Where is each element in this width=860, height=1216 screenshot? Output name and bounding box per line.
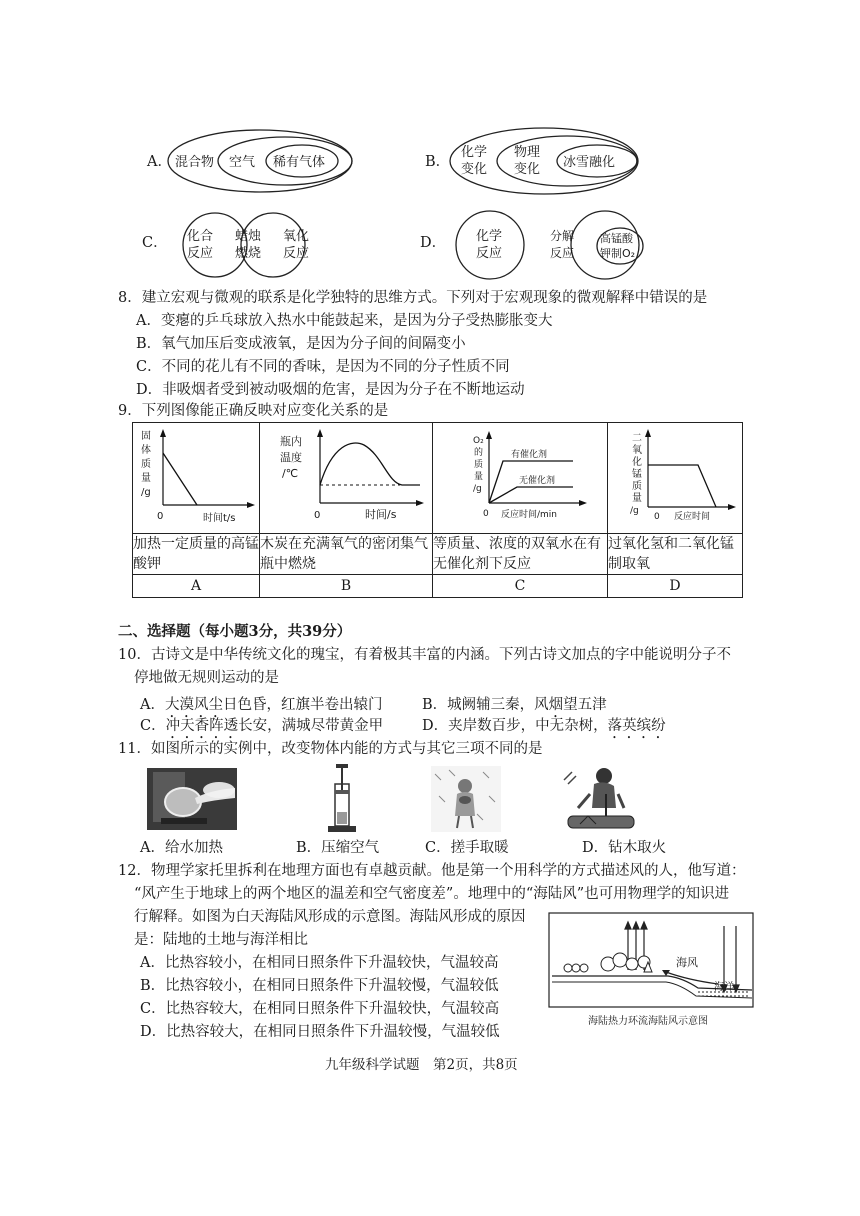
q10-option-d: D．夹岸数百步，中无杂树，落英缤纷	[422, 718, 666, 734]
q10-option-a: A．大漠风尘日色昏，红旗半卷出辕门	[140, 697, 383, 713]
svg-text:瓶内: 瓶内	[280, 435, 302, 448]
svg-text:0: 0	[654, 512, 660, 522]
svg-text:钾制O₂: 钾制O₂	[600, 247, 636, 260]
svg-text:氧: 氧	[632, 445, 642, 456]
svg-text:反应: 反应	[476, 246, 503, 261]
svg-text:反应时间: 反应时间	[674, 512, 711, 522]
svg-text:质: 质	[632, 481, 642, 492]
option-d-letter: D．	[420, 235, 447, 251]
svg-text:O₂: O₂	[473, 436, 484, 446]
graph-b-caption: 木炭在充满氧气的密闭集气瓶中燃烧	[260, 534, 433, 575]
svg-text:时间t/s: 时间t/s	[203, 513, 236, 524]
kettle-heating-image	[147, 768, 237, 830]
svg-text:冰雪融化: 冰雪融化	[563, 155, 616, 170]
graph-a-caption: 加热一定质量的高锰酸钾	[133, 534, 260, 575]
q11-option-a: A．给水加热	[140, 840, 223, 856]
option-a-letter: A．	[147, 154, 172, 170]
svg-text:反应: 反应	[187, 246, 214, 261]
compress-air-image	[322, 764, 362, 836]
q8-option-b: B．氧气加压后变成液氧，是因为分子间的间隔变小	[136, 336, 466, 352]
venn-d-diagram	[450, 210, 660, 282]
venn-a-outer: 混合物	[175, 155, 215, 170]
svg-text:化: 化	[632, 457, 642, 468]
q12-line4: 是：陆地的土地与海洋相比	[134, 932, 308, 948]
option-b-letter: B．	[425, 154, 451, 170]
q10-option-b: B．城阙辅三秦，风烟望五津	[422, 697, 607, 713]
svg-text:变化: 变化	[514, 162, 541, 177]
q12-option-c: C．比热容较大，在相同日照条件下升温较快，气温较高	[140, 1001, 500, 1017]
graph-d-caption: 过氧化氢和二氧化锰制取氧	[608, 534, 743, 575]
graph-d	[608, 423, 742, 529]
graph-a	[133, 423, 259, 529]
svg-text:二: 二	[632, 433, 642, 444]
svg-text:无催化剂: 无催化剂	[519, 476, 556, 486]
q11-stem: 11．如图所示的实例中，改变物体内能的方式与其它三项不同的是	[118, 741, 543, 757]
graph-c-caption: 等质量、浓度的双氧水在有无催化剂下反应	[433, 534, 608, 575]
svg-text:化学: 化学	[461, 145, 488, 160]
svg-text:质: 质	[474, 460, 484, 470]
svg-text:0: 0	[314, 510, 321, 521]
venn-a-diagram	[165, 128, 355, 194]
q12-line2: “风产生于地球上的两个地区的温差和空气密度差”。地理中的“海陆风”也可用物理学的知识进	[134, 886, 730, 902]
svg-text:质: 质	[141, 459, 151, 470]
svg-text:量: 量	[141, 473, 151, 484]
svg-text:分解: 分解	[550, 229, 575, 243]
svg-text:的: 的	[474, 448, 484, 458]
venn-b-diagram	[447, 126, 642, 196]
rub-hands-image	[431, 766, 501, 832]
svg-text:0: 0	[483, 509, 489, 519]
q11-option-b: B．压缩空气	[296, 840, 380, 856]
svg-text:反应: 反应	[550, 246, 575, 260]
svg-text:量: 量	[474, 472, 484, 482]
sea-land-breeze-figure	[548, 912, 754, 1032]
graph-a-letter: A	[133, 575, 260, 598]
graph-c-letter: C	[433, 575, 608, 598]
graph-b	[260, 423, 432, 529]
svg-text:/g: /g	[630, 506, 639, 516]
svg-text:时间/s: 时间/s	[365, 508, 397, 521]
q12-option-b: B．比热容较小，在相同日照条件下升温较慢，气温较低	[140, 978, 499, 994]
venn-c-diagram	[165, 212, 325, 278]
option-c-letter: C．	[142, 235, 168, 251]
q12-option-a: A．比热容较小，在相同日照条件下升温较快，气温较高	[140, 955, 499, 971]
graph-c-cell	[433, 423, 608, 534]
figure-caption: 海陆热力环流海陆风示意图	[588, 1016, 708, 1027]
q8-option-d: D．非吸烟者受到被动吸烟的危害，是因为分子在不断地运动	[136, 382, 525, 398]
q8-stem: 8．建立宏观与微观的联系是化学独特的思维方式。下列对于宏观现象的微观解释中错误的是	[118, 290, 708, 306]
svg-text:固: 固	[141, 431, 151, 442]
graph-d-letter: D	[608, 575, 743, 598]
svg-text:高锰酸: 高锰酸	[600, 232, 633, 245]
graph-d-cell	[608, 423, 743, 534]
sea-label: 海洋	[714, 982, 734, 993]
graph-c	[433, 423, 607, 529]
graph-b-letter: B	[260, 575, 433, 598]
svg-text:0: 0	[157, 511, 164, 522]
sea-breeze-label: 海风	[676, 956, 698, 969]
svg-text:化学: 化学	[476, 229, 503, 244]
section-2-heading: 二、选择题（每小题3分，共39分）	[118, 623, 352, 640]
q8-option-c: C．不同的花儿有不同的香味，是因为不同的分子性质不同	[136, 359, 510, 375]
svg-text:蜡烛: 蜡烛	[235, 229, 262, 244]
svg-text:/℃: /℃	[282, 467, 299, 480]
graph-a-cell	[133, 423, 260, 534]
venn-a-middle: 空气	[229, 155, 256, 170]
svg-text:温度: 温度	[280, 451, 302, 464]
drill-wood-fire-image	[560, 764, 640, 834]
svg-text:反应时间/min: 反应时间/min	[501, 510, 558, 520]
q12-option-d: D．比热容较大，在相同日照条件下升温较慢，气温较低	[140, 1024, 500, 1040]
q12-line1: 12．物理学家托里拆利在地理方面也有卓越贡献。他是第一个用科学的方式描述风的人，他写道：	[118, 863, 746, 879]
venn-a-inner: 稀有气体	[273, 155, 326, 170]
svg-text:变化: 变化	[461, 162, 488, 177]
page-footer: 九年级科学试题 第2页，共8页	[325, 1057, 518, 1073]
svg-text:物理: 物理	[514, 145, 541, 160]
q10-stem-line1: 10．古诗文是中华传统文化的瑰宝，有着极其丰富的内涵。下列古诗文加点的字中能说明分子不	[118, 647, 731, 663]
graph-b-cell	[260, 423, 433, 534]
q10-stem-line2: 停地做无规则运动的是	[134, 670, 279, 686]
svg-text:反应: 反应	[283, 246, 310, 261]
svg-text:有催化剂: 有催化剂	[511, 450, 548, 460]
svg-text:/g: /g	[473, 484, 482, 494]
svg-text:量: 量	[632, 493, 642, 504]
svg-text:化合: 化合	[187, 229, 214, 244]
q10-option-c: C．冲天香阵透长安，满城尽带黄金甲	[140, 718, 384, 734]
svg-text:体: 体	[141, 445, 151, 456]
q9-table	[132, 422, 743, 598]
q8-option-a: A．变瘪的乒乓球放入热水中能鼓起来，是因为分子受热膨胀变大	[136, 313, 553, 329]
svg-text:燃烧: 燃烧	[235, 246, 262, 261]
q11-option-c: C．搓手取暖	[425, 840, 509, 856]
q9-stem: 9．下列图像能正确反映对应变化关系的是	[118, 403, 389, 419]
q11-option-d: D．钻木取火	[582, 840, 667, 856]
svg-text:氧化: 氧化	[283, 229, 310, 244]
svg-text:/g: /g	[141, 487, 151, 498]
svg-text:锰: 锰	[632, 469, 642, 480]
q12-line3: 行解释。如图为白天海陆风形成的示意图。海陆风形成的原因	[134, 909, 526, 925]
